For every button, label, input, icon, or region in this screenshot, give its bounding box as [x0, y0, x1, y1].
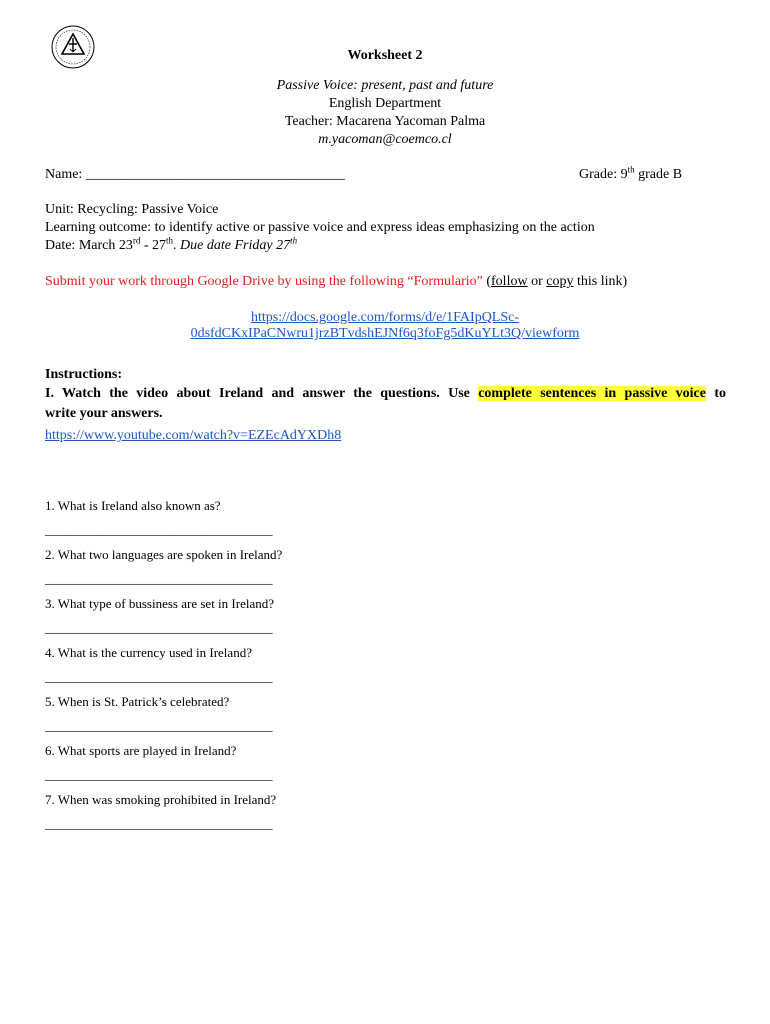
- grade-rest: grade B: [634, 167, 683, 182]
- submit-instruction: [45, 274, 627, 290]
- or-word: or: [527, 274, 547, 289]
- instruction-part2: to: [714, 386, 726, 401]
- instructions-heading: Instructions:: [45, 367, 123, 382]
- copy-word: copy: [546, 274, 574, 289]
- learning-outcome: Learning outcome: to identify active or passive voice and express ideas emphasizing on the action: [45, 220, 595, 235]
- name-blank: _____________________________________: [85, 167, 345, 182]
- answer-blank-1[interactable]: ___________________________________: [45, 522, 273, 537]
- instruction-highlight: complete sentences in passive voice: [478, 386, 706, 401]
- question-1: 1. What is Ireland also known as?: [45, 498, 221, 513]
- name-field[interactable]: [45, 167, 345, 183]
- worksheet-subtitle: Passive Voice: present, past and future: [276, 78, 494, 93]
- answer-blank-7[interactable]: ___________________________________: [45, 816, 273, 831]
- grade-label: Grade: 9: [579, 167, 628, 182]
- question-6: 6. What sports are played in Ireland?: [45, 743, 237, 758]
- question-3: 3. What type of bussiness are set in Ireland?: [45, 596, 274, 611]
- answer-blank-3[interactable]: ___________________________________: [45, 620, 273, 635]
- date-line: [45, 235, 298, 254]
- worksheet-title: Worksheet 2: [347, 48, 423, 63]
- answer-blank-2[interactable]: ___________________________________: [45, 571, 273, 586]
- date-dot: .: [173, 238, 181, 253]
- instruction-line-2: write your answers.: [45, 406, 163, 421]
- answer-blank-6[interactable]: ___________________________________: [45, 767, 273, 782]
- due-date: Due date Friday 27: [180, 238, 291, 253]
- unit: Unit: Recycling: Passive Voice: [45, 202, 219, 217]
- department: English Department: [328, 96, 442, 111]
- form-link-line1[interactable]: https://docs.google.com/forms/d/e/1FAIpQLSc-: [250, 310, 520, 325]
- form-link-line2[interactable]: 0dsfdCKxIPaCNwru1jrzBTvdshEJNf6q3foFg5dKuYLt3Q/viewform: [190, 326, 580, 341]
- grade: [579, 164, 683, 183]
- question-7: 7. When was smoking prohibited in Ireland?: [45, 792, 277, 807]
- teacher-email: m.yacoman@coemco.cl: [318, 132, 452, 147]
- date-prefix: Date: March 23: [45, 238, 133, 253]
- question-5: 5. When is St. Patrick’s celebrated?: [45, 694, 230, 709]
- date-sup2: th: [166, 235, 174, 246]
- submit-paren-close: this link): [573, 274, 628, 289]
- submit-text: Submit your work through Google Drive by using the following “Formulario”: [45, 274, 483, 289]
- due-sup: th: [290, 235, 298, 246]
- submit-paren-open: (: [482, 274, 492, 289]
- answer-blank-4[interactable]: ___________________________________: [45, 669, 273, 684]
- question-4: 4. What is the currency used in Ireland?: [45, 645, 252, 660]
- follow-word: follow: [491, 274, 528, 289]
- answer-blank-5[interactable]: ___________________________________: [45, 718, 273, 733]
- instruction-part1: I. Watch the video about Ireland and answer the questions. Use: [45, 386, 470, 401]
- date-sup1: rd: [132, 235, 141, 246]
- name-label: Name:: [45, 167, 86, 182]
- date-mid: - 27: [140, 238, 167, 253]
- grade-sup: th: [627, 164, 635, 175]
- teacher: Teacher: Macarena Yacoman Palma: [284, 114, 486, 129]
- question-2: 2. What two languages are spoken in Ireland?: [45, 547, 283, 562]
- instruction-line-1: [45, 386, 726, 402]
- video-link[interactable]: https://www.youtube.com/watch?v=EZEcAdYXDh8: [45, 428, 342, 443]
- form-link[interactable]: [0, 310, 770, 342]
